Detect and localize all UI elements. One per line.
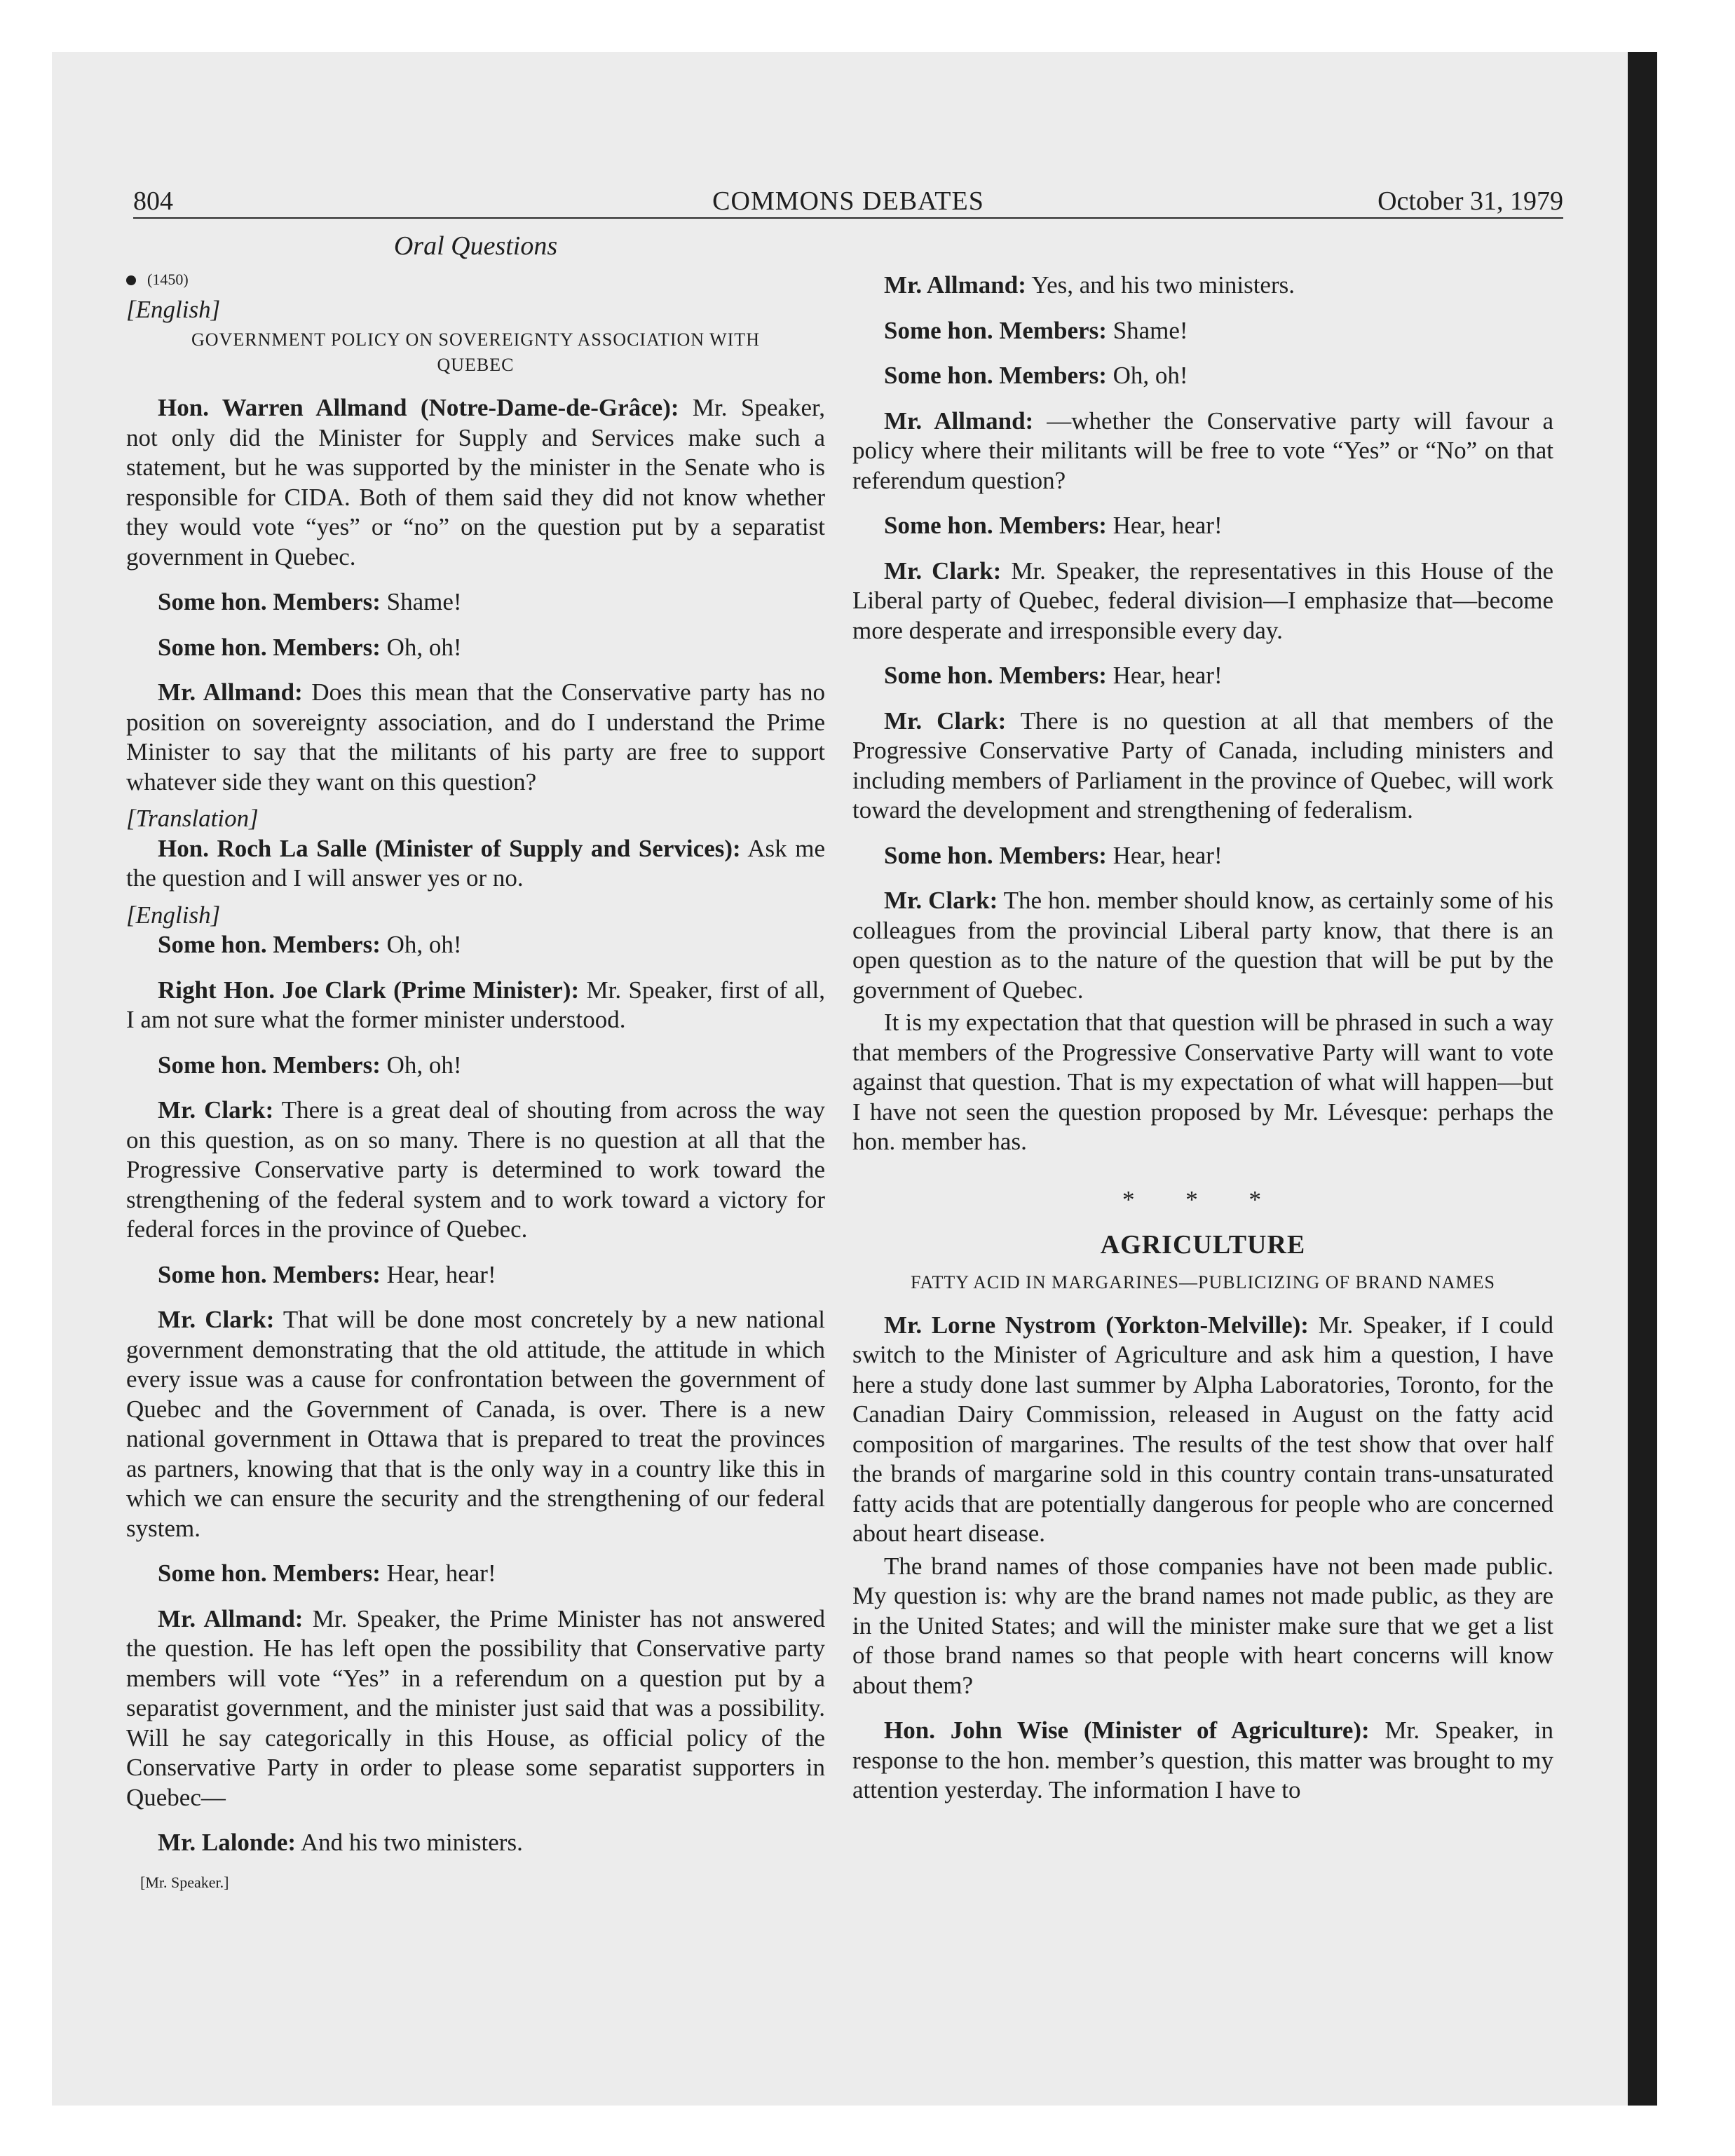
speech-text: Ask me the question and I will answer yes or no. <box>126 834 825 892</box>
speaker-name: Mr. Allmand: <box>884 271 1026 299</box>
speech-text: Mr. Speaker, not only did the Minister for Supply and Services make such a statement, but he was supported by the minister in the Senate who is responsible for CIDA. Both of them said they did not know whether they would vote “yes” or “no” on the question put by a separatist government in Quebec. <box>126 394 825 571</box>
speech-paragraph <box>126 1604 825 1813</box>
speaker-name: Some hon. Members: <box>158 931 381 958</box>
speech-text: Hear, hear! <box>1106 841 1223 869</box>
time-marker <box>126 266 825 294</box>
speech-paragraph <box>126 834 825 894</box>
speech-text: Mr. Speaker, in response to the hon. member’s question, this matter was brought to my attention yesterday. The information I have to <box>852 1717 1553 1803</box>
speech-paragraph <box>126 1559 825 1589</box>
speech-paragraph <box>126 1096 825 1245</box>
speech-paragraph <box>126 1260 825 1290</box>
header-rule <box>133 217 1563 219</box>
left-column <box>126 231 825 1897</box>
speech-text: Does this mean that the Conservative party has no position on sovereignty association, and do I understand the Prime Minister to say that the militants of his party are free to support whatever side they want on this question? <box>126 678 825 796</box>
speech-text: Mr. Speaker, if I could switch to the Minister of Agriculture and ask him a question, I have here a study done last summer by Alpha Laboratories, Toronto, for the Canadian Dairy Commission, released in August on the fatty acid composition of margarines. The results of the test show that over half the brands of margarine sold in this country contain trans-unsaturated fatty acids that are potentially dangerous for people who are concerned about heart disease. <box>852 1311 1554 1547</box>
speaker-name: Some hon. Members: <box>158 1260 381 1288</box>
speech-text: Hear, hear! <box>380 1260 496 1288</box>
section-subhead: Oral Questions <box>393 231 558 261</box>
speaker-name: Some hon. Members: <box>884 662 1107 689</box>
section-heading: AGRICULTURE <box>1100 1230 1306 1260</box>
speaker-name: Right Hon. Joe Clark (Prime Minister): <box>158 976 580 1004</box>
speaker-name: Mr. Allmand: <box>884 407 1034 435</box>
speaker-name: Some hon. Members: <box>158 588 381 615</box>
speaker-name: Some hon. Members: <box>884 316 1107 344</box>
speech-paragraph <box>852 707 1553 826</box>
speech-text: That will be done most concretely by a new national government demonstrating that the old attitude, the attitude in which every issue was a cause for confrontation between the government of Quebec and the Government of Canada, is over. There is a new national government in Ottawa that is prepared to treat the provinces as partners, knowing that that is the only way in a country like this in which we can ensure the security and the strengthening of our federal system. <box>126 1306 826 1542</box>
speech-paragraph <box>852 557 1553 646</box>
speech-paragraph: It is my expectation that that question will be phrased in such a way that members of the Progressive Conservative Party will want to vote against that question. That is my expectation of what will happen—but I have not seen the question proposed by Mr. Lévesque: perhaps the hon. member has. <box>852 1009 1553 1155</box>
speaker-name: Mr. Clark: <box>884 707 1007 735</box>
speech-text: Oh, oh! <box>380 633 462 661</box>
language-tag: [English] <box>126 901 221 929</box>
speaker-name: Hon. Roch La Salle (Minister of Supply and Services): <box>158 834 741 862</box>
speech-paragraph <box>852 1716 1553 1806</box>
language-tag: [Translation] <box>126 805 259 832</box>
speaker-name: Mr. Allmand: <box>158 678 303 706</box>
speech-paragraph <box>126 976 825 1035</box>
speech-paragraph <box>126 930 825 960</box>
running-title: COMMONS DEBATES <box>712 186 984 216</box>
speaker-name: Hon. Warren Allmand (Notre-Dame-de-Grâce): <box>158 394 679 421</box>
right-column <box>852 231 1553 1806</box>
speech-text: Hear, hear! <box>380 1560 496 1587</box>
time-stamp: (1450) <box>147 270 189 288</box>
speech-paragraph <box>126 393 825 572</box>
speech-text: Oh, oh! <box>380 1051 462 1079</box>
speech-paragraph <box>852 841 1553 871</box>
speech-text: Shame! <box>1106 316 1188 344</box>
language-tag: [English] <box>126 295 221 323</box>
speaker-name: Mr. Clark: <box>158 1306 275 1333</box>
speech-text: Hear, hear! <box>1106 662 1223 689</box>
speech-paragraph <box>852 316 1553 346</box>
binding-edge <box>1628 52 1657 2106</box>
speech-paragraph <box>126 633 825 663</box>
speaker-name: Some hon. Members: <box>884 362 1107 389</box>
speech-paragraph <box>126 1305 825 1543</box>
topic-heading: GOVERNMENT POLICY ON SOVEREIGNTY ASSOCIATION WITH QUEBEC <box>191 329 760 375</box>
speech-paragraph: The brand names of those companies have not been made public. My question is: why are the brand names not made public, as they are in the United States; and will the minister make sure that we get a list of those brand names so that people with heart concerns will know about them? <box>852 1552 1553 1699</box>
speaker-name: Mr. Clark: <box>884 557 1002 585</box>
topic-heading: FATTY ACID IN MARGARINES—PUBLICIZING OF BRAND NAMES <box>911 1271 1495 1292</box>
speech-paragraph <box>852 661 1553 691</box>
speaker-name: Mr. Clark: <box>884 887 998 914</box>
speech-paragraph <box>852 886 1553 1005</box>
speech-text: Mr. Speaker, the Prime Minister has not answered the question. He has left open the possibility that Conservative party members will vote “Yes” in a referendum on a question put by a separatist government, and the minister just said that was a possibility. Will he say categorically in this House, as official policy of the Conservative Party in order to please some separatist supporters in Quebec— <box>126 1604 826 1811</box>
page-number: 804 <box>133 186 173 216</box>
section-separator: * * * <box>1122 1185 1284 1213</box>
speech-paragraph <box>852 271 1553 301</box>
speech-paragraph <box>852 511 1553 541</box>
speech-text: Yes, and his two ministers. <box>1026 271 1295 299</box>
speaker-name: Some hon. Members: <box>158 633 381 661</box>
speaker-name: Some hon. Members: <box>158 1051 381 1079</box>
speech-text: Oh, oh! <box>1106 362 1188 389</box>
speech-text: Mr. Speaker, first of all, I am not sure what the former minister understood. <box>126 976 825 1033</box>
speaker-name: Some hon. Members: <box>158 1560 381 1587</box>
speech-paragraph <box>852 361 1553 391</box>
speech-text: And his two ministers. <box>296 1829 523 1856</box>
speech-text: Hear, hear! <box>1106 512 1223 539</box>
speaker-name: Mr. Lalonde: <box>158 1829 297 1856</box>
speech-text: Shame! <box>380 588 462 615</box>
speaker-name: Mr. Lorne Nystrom (Yorkton-Melville): <box>884 1311 1309 1339</box>
speech-paragraph <box>126 587 825 618</box>
page-date: October 31, 1979 <box>1377 186 1563 216</box>
speech-text: There is no question at all that members of the Progressive Conservative Party of Canada, including ministers and including members of Parliament in the province of Quebec, will work toward the development and strengthening of federalism. <box>852 707 1554 824</box>
bullet-icon <box>126 275 136 285</box>
speech-text: The hon. member should know, as certainly some of his colleagues from the provincial Liberal party know, that there is an open question as to the nature of the question that will be put by the government of Quebec. <box>852 887 1553 1004</box>
speech-text: There is a great deal of shouting from across the way on this question, as on so many. There is no question at all that the Progressive Conservative party is determined to work toward the strengthening of the federal system and to work toward a victory for federal forces in the province of Quebec. <box>126 1096 825 1243</box>
speaker-name: Some hon. Members: <box>884 841 1107 869</box>
continuation-footer: [Mr. Speaker.] <box>140 1873 229 1891</box>
speech-paragraph <box>126 1828 825 1858</box>
speech-text: —whether the Conservative party will favour a policy where their militants will be free to vote “Yes” or “No” on that referendum question? <box>852 407 1553 494</box>
speaker-name: Mr. Clark: <box>158 1096 274 1124</box>
speech-text: Mr. Speaker, the representatives in this House of the Liberal party of Quebec, federal division—I emphasize that—become more desperate and irresponsible every day. <box>852 557 1553 644</box>
speech-paragraph <box>852 407 1553 496</box>
speaker-name: Hon. John Wise (Minister of Agriculture): <box>884 1717 1370 1744</box>
speech-text: Oh, oh! <box>380 931 462 958</box>
speech-paragraph <box>126 678 825 797</box>
speech-paragraph <box>126 1051 825 1081</box>
speaker-name: Mr. Allmand: <box>158 1604 304 1632</box>
speech-paragraph <box>852 1311 1553 1549</box>
speaker-name: Some hon. Members: <box>884 512 1107 539</box>
